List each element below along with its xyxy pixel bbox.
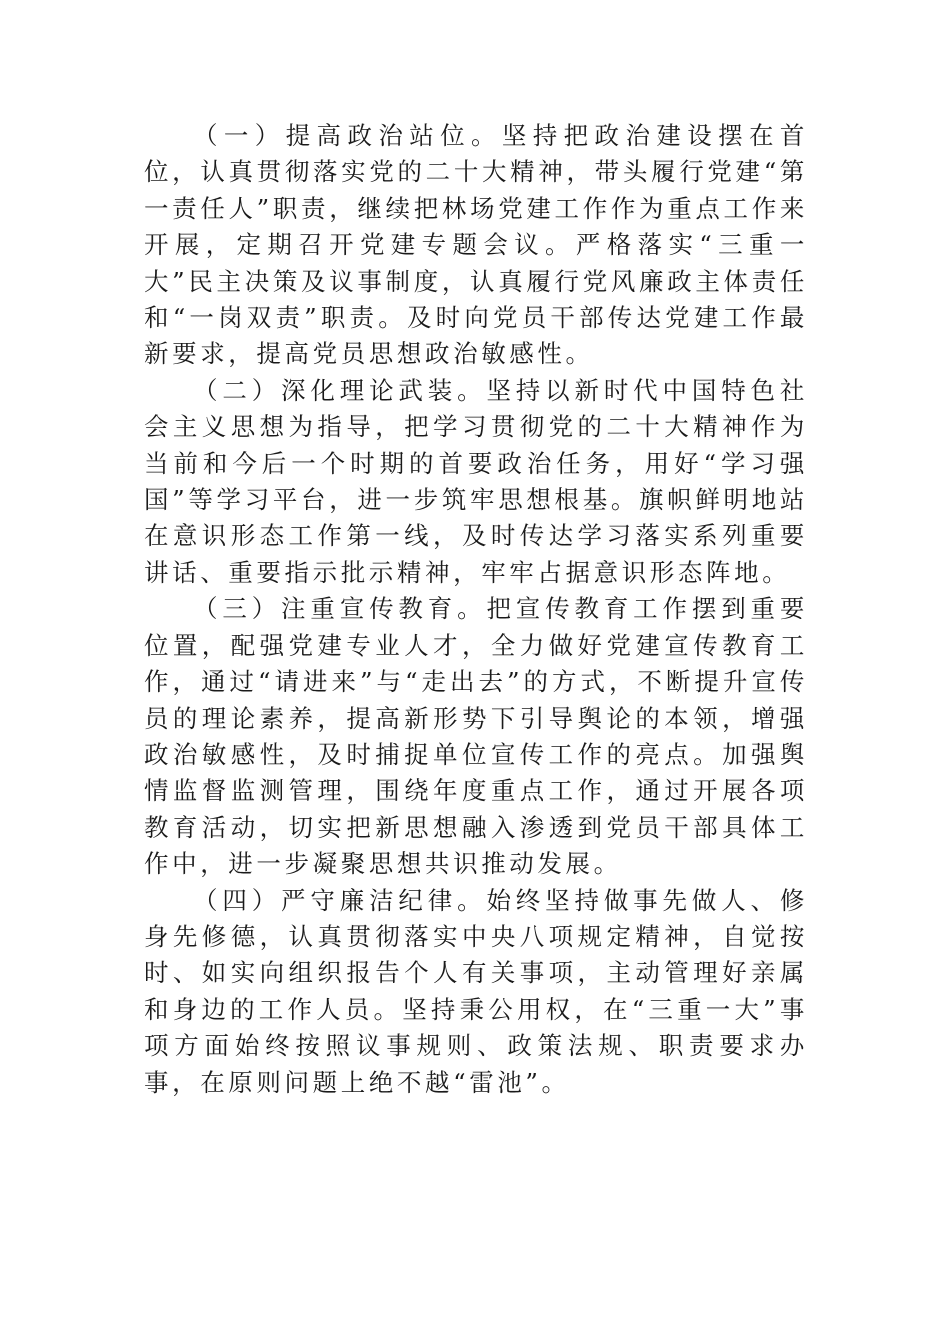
paragraph-4: （四）严守廉洁纪律。始终坚持做事先做人、修身先修德，认真贯彻落实中央八项规定精神，自觉按时、如实向组织报告个人有关事项，主动管理好亲属和身边的工作人员。坚持秉公用权，在“三重一大”事项方面始终按照议事规则、政策法规、职责要求办事，在原则问题上绝不越“雷池”。 — [144, 885, 808, 1097]
paragraph-1: （一）提高政治站位。坚持把政治建设摆在首位，认真贯彻落实党的二十大精神，带头履行党建“第一责任人”职责，继续把林场党建工作作为重点工作来开展，定期召开党建专题会议。严格落实“三重一大”民主决策及议事制度，认真履行党风廉政主体责任和“一岗双责”职责。及时向党员干部传达党建工作最新要求，提高党员思想政治敏感性。 — [144, 121, 808, 369]
document-body — [144, 118, 808, 1101]
paragraph-2: （二）深化理论武装。坚持以新时代中国特色社会主义思想为指导，把学习贯彻党的二十大精神作为当前和今后一个时期的首要政治任务，用好“学习强国”等学习平台，进一步筑牢思想根基。旗帜鲜明地站在意识形态工作第一线，及时传达学习落实系列重要讲话、重要指示批示精神，牢牢占据意识形态阵地。 — [144, 375, 808, 587]
paragraph-3: （三）注重宣传教育。把宣传教育工作摆到重要位置，配强党建专业人才，全力做好党建宣传教育工作，通过“请进来”与“走出去”的方式，不断提升宣传员的理论素养，提高新形势下引导舆论的本领，增强政治敏感性，及时捕捉单位宣传工作的亮点。加强舆情监督监测管理，围绕年度重点工作，通过开展各项教育活动，切实把新思想融入渗透到党员干部具体工作中，进一步凝聚思想共识推动发展。 — [144, 594, 808, 879]
